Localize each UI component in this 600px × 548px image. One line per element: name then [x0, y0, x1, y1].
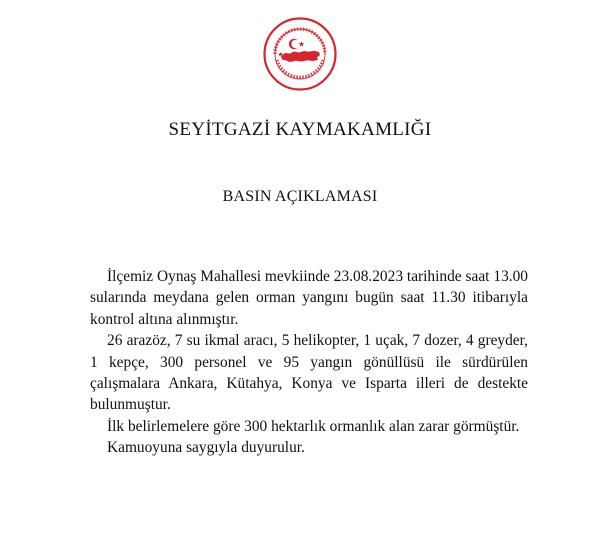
- paragraph-damage: İlk belirlemelere göre 300 hektarlık ormanlık alan zarar görmüştür.: [107, 417, 520, 435]
- paragraph-closing: Kamuoyuna saygıyla duyurulur.: [107, 439, 305, 457]
- organization-title: SEYİTGAZİ KAYMAKAMLIĞI: [168, 119, 432, 140]
- document-title: BASIN AÇIKLAMASI: [222, 188, 378, 205]
- press-release-body: [90, 266, 528, 459]
- paragraph-incident: İlçemiz Oynaş Mahallesi mevkiinde 23.08.2023 tarihinde saat 13.00 sularında meydana gelen orman yangını bugün saat 11.30 itibarıyla kontrol altına alınmıştır.: [90, 268, 528, 328]
- ministry-seal: [263, 17, 337, 91]
- paragraph-resources: 26 arazöz, 7 su ikmal aracı, 5 helikopter, 1 uçak, 7 dozer, 4 greyder, 1 kepçe, 300 personel ve 95 yangın gönüllüsü ile sürdürülen çalışmalara Ankara, Kütahya, Konya ve Isparta illeri de destekte bulunmuştur.: [90, 332, 528, 414]
- ministry-seal-icon: [263, 17, 337, 91]
